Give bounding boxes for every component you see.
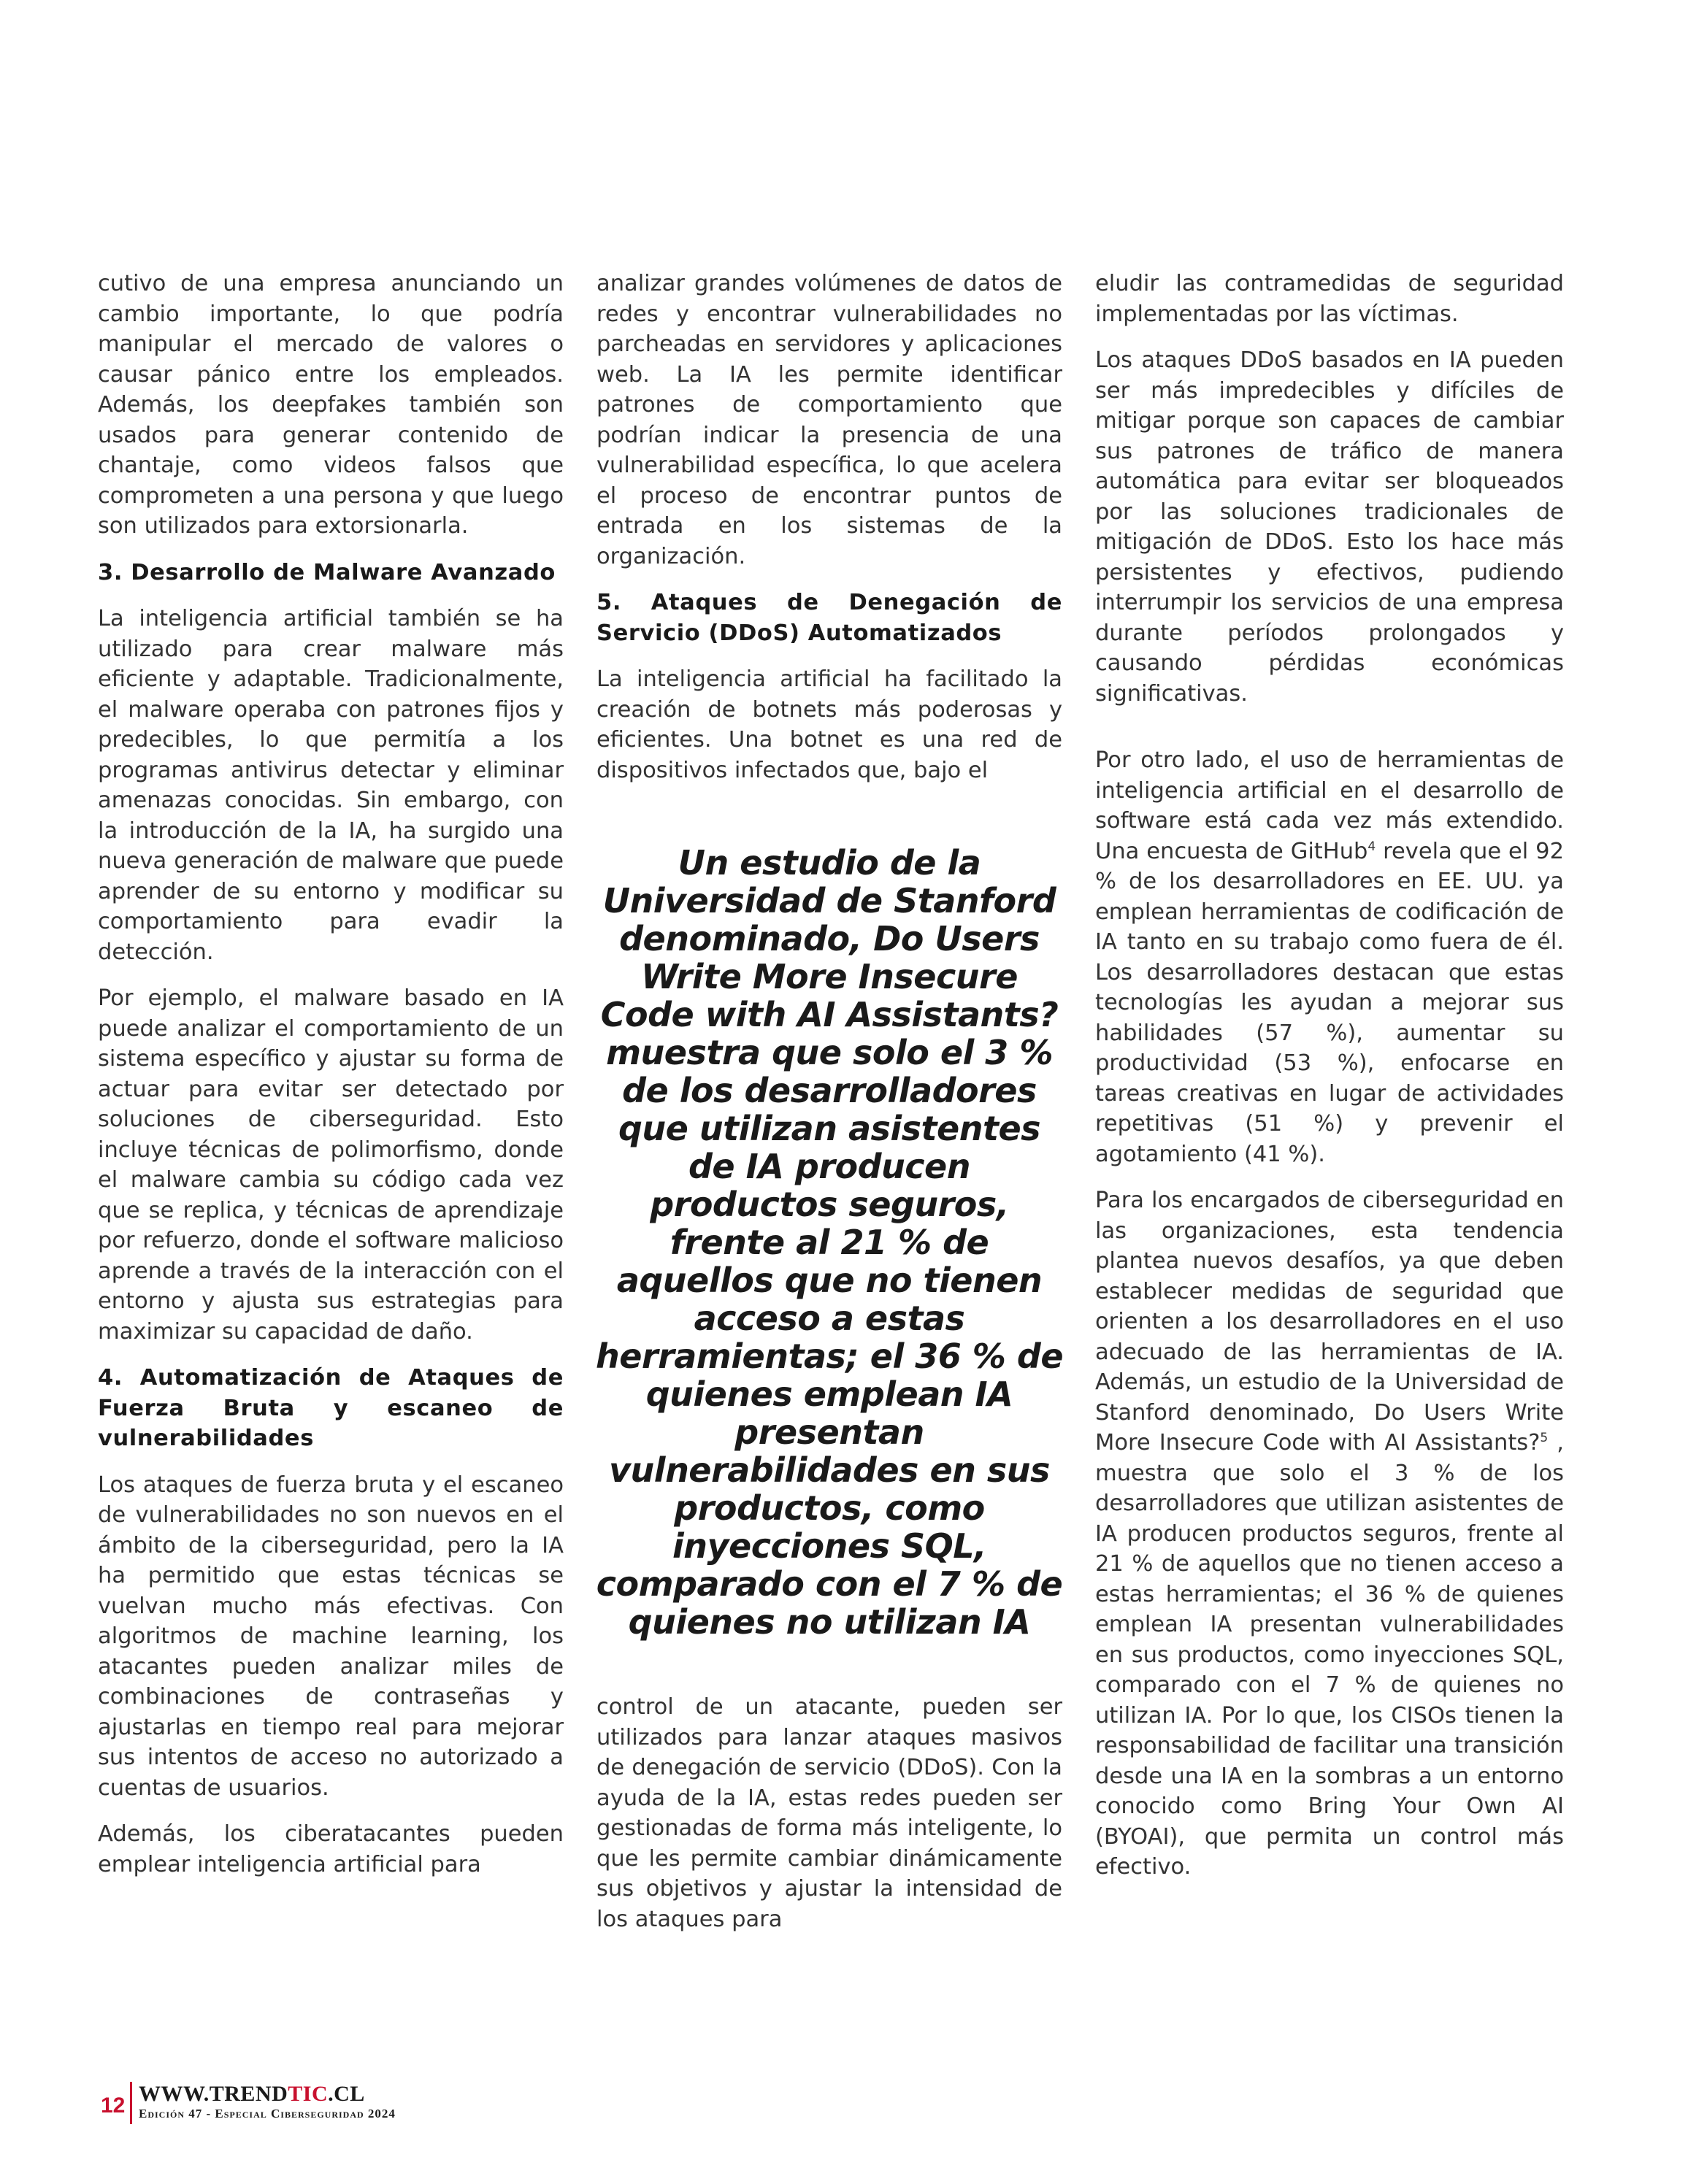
site-url[interactable] — [139, 2082, 365, 2107]
article-column-2 — [596, 269, 1062, 1950]
paragraph: control de un atacante, pueden ser utilizados para lanzar ataques masivos de denegación de servicio (DDoS). Con la ayuda de la IA, estas redes pueden ser gestionadas de forma más inteligente, lo que les permite cambiar dinámicamente sus objetivos y ajustar la intensidad de los ataques para — [596, 1694, 1062, 1932]
paragraph: analizar grandes volúmenes de datos de redes y encontrar vulnerabilidades no parcheadas en servidores y aplicaciones web. La IA les permite identificar patrones de comportamiento que podrían indicar la presencia de una vulnerabilidad específica, lo que acelera el proceso de encontrar puntos de entrada en los sistemas de la organización. — [596, 271, 1062, 569]
site-url-prefix: WWW.TREND — [139, 2082, 288, 2106]
edition-label: Edición 47 - Especial Ciberseguridad 2024 — [139, 2107, 396, 2120]
paragraph — [1095, 745, 1564, 1169]
footer-divider — [130, 2082, 132, 2124]
site-url-accent: TIC — [288, 2082, 329, 2106]
paragraph-text: Por otro lado, el uso de herramientas de inteligencia artificial en el desarrollo de software está cada vez más extendido. Una encuesta de GitHub — [1095, 747, 1564, 864]
paragraph: Los ataques DDoS basados en IA pueden ser más impredecibles y difíciles de mitigar porque son capaces de cambiar sus patrones de tráfico de manera automática para evitar ser bloqueados por las soluciones tradicionales de mitigación de DDoS. Esto los hace más persistentes y efectivos, pudiendo interrumpir los servicios de una empresa durante períodos prolongados y causando pérdidas económicas significativas. — [1095, 347, 1564, 707]
section-heading-3: 3. Desarrollo de Malware Avanzado — [98, 559, 556, 585]
pull-quote: Un estudio de la Universidad de Stanford denominado, Do Users Write More Insecure Code with AI Assistants? muestra que solo el 3 % de los desarrolladores que utilizan asistentes de IA producen productos seguros, frente al 21 % de aquellos que no tienen acceso a estas herramientas; el 36 % de quienes emplean IA presentan vulnerabilidades en sus productos, como inyecciones SQL, comparado con el 7 % de quienes no utilizan IA — [595, 843, 1064, 1642]
paragraph-text: , muestra que solo el 3 % de los desarrolladores que utilizan asistentes de IA producen productos seguros, frente al 21 % de aquellos que no tienen acceso a estas herramientas; el 36 % de quienes emplean IA presentan vulnerabilidades en sus productos, como inyecciones SQL, comparado con el 7 % de quienes no utilizan IA. Por lo que, los CISOs tienen la responsabilidad de facilitar una transición desde una IA en la sombras a un entorno conocido como Bring Your Own AI (BYOAI), que permita un control más efectivo. — [1095, 1430, 1564, 1880]
site-url-suffix: .CL — [328, 2082, 365, 2106]
paragraph: Además, los ciberatacantes pueden emplear inteligencia artificial para — [98, 1821, 564, 1877]
paragraph: La inteligencia artificial ha facilitado la creación de botnets más poderosas y eficientes. Una botnet es una red de dispositivos infectados que, bajo el — [596, 666, 1062, 783]
paragraph-text: revela que el 92 % de los desarrolladores en EE. UU. ya emplean herramientas de codificación de IA tanto en su trabajo como fuera de él. Los desarrolladores destacan que estas tecnologías les ayudan a mejorar sus habilidades (57 %), aumentar su productividad (53 %), enfocarse en tareas creativas en lugar de actividades repetitivas (51 %) y prevenir el agotamiento (41 %). — [1095, 838, 1564, 1167]
paragraph: La inteligencia artificial también se ha utilizado para crear malware más eficiente y adaptable. Tradicionalmente, el malware operaba con patrones fijos y predecibles, lo que permitía a los programas antivirus detectar y eliminar amenazas conocidas. Sin embargo, con la introducción de la IA, ha surgido una nueva generación de malware que puede aprender de su entorno y modificar su comportamiento para evadir la detección. — [98, 606, 564, 965]
section-heading-5: 5. Ataques de Denegación de Servicio (DDoS) Automatizados — [596, 590, 1062, 646]
paragraph-text: Para los encargados de ciberseguridad en las organizaciones, esta tendencia plantea nuevos desafíos, ya que deben establecer medidas de seguridad que orienten a los desarrolladores en el uso adecuado de las herramientas de IA. Además, un estudio de la Universidad de Stanford denominado, Do Users Write More Insecure Code with AI Assistants? — [1095, 1188, 1564, 1456]
section-heading-4: 4. Automatización de Ataques de Fuerza Bruta y escaneo de vulnerabilidades — [98, 1365, 564, 1451]
paragraph: Por ejemplo, el malware basado en IA puede analizar el comportamiento de un sistema específico y ajustar su forma de actuar para evitar ser detectado por soluciones de ciberseguridad. Esto incluye técnicas de polimorfismo, donde el malware cambia su código cada vez que se replica, y técnicas de aprendizaje por refuerzo, donde el software malicioso aprende a través de la interacción con el entorno y ajusta sus estrategias para maximizar su capacidad de daño. — [98, 985, 564, 1345]
footnote-ref-5[interactable]: 5 — [1540, 1430, 1549, 1445]
article-column-1 — [98, 269, 564, 1896]
paragraph: eludir las contramedidas de seguridad implementadas por las víctimas. — [1095, 271, 1564, 327]
paragraph: cutivo de una empresa anunciando un cambio importante, lo que podría manipular el mercado de valores o causar pánico entre los empleados. Además, los deepfakes también son usados para generar contenido de chantaje, como videos falsos que comprometen a una persona y que luego son utilizados para extorsionarla. — [98, 271, 564, 539]
paragraph: Los ataques de fuerza bruta y el escaneo de vulnerabilidades no son nuevos en el ámbito de la ciberseguridad, pero la IA ha permitido que estas técnicas se vuelvan mucho más efectivas. Con algoritmos de machine learning, los atacantes pueden analizar miles de combinaciones de contraseñas y ajustarlas en tiempo real para mejorar sus intentos de acceso no autorizado a cuentas de usuarios. — [98, 1472, 564, 1801]
paragraph — [1095, 1185, 1564, 1883]
footnote-ref-4[interactable]: 4 — [1367, 839, 1376, 854]
page-number: 12 — [101, 2093, 126, 2118]
article-column-3 — [1095, 269, 1564, 1899]
